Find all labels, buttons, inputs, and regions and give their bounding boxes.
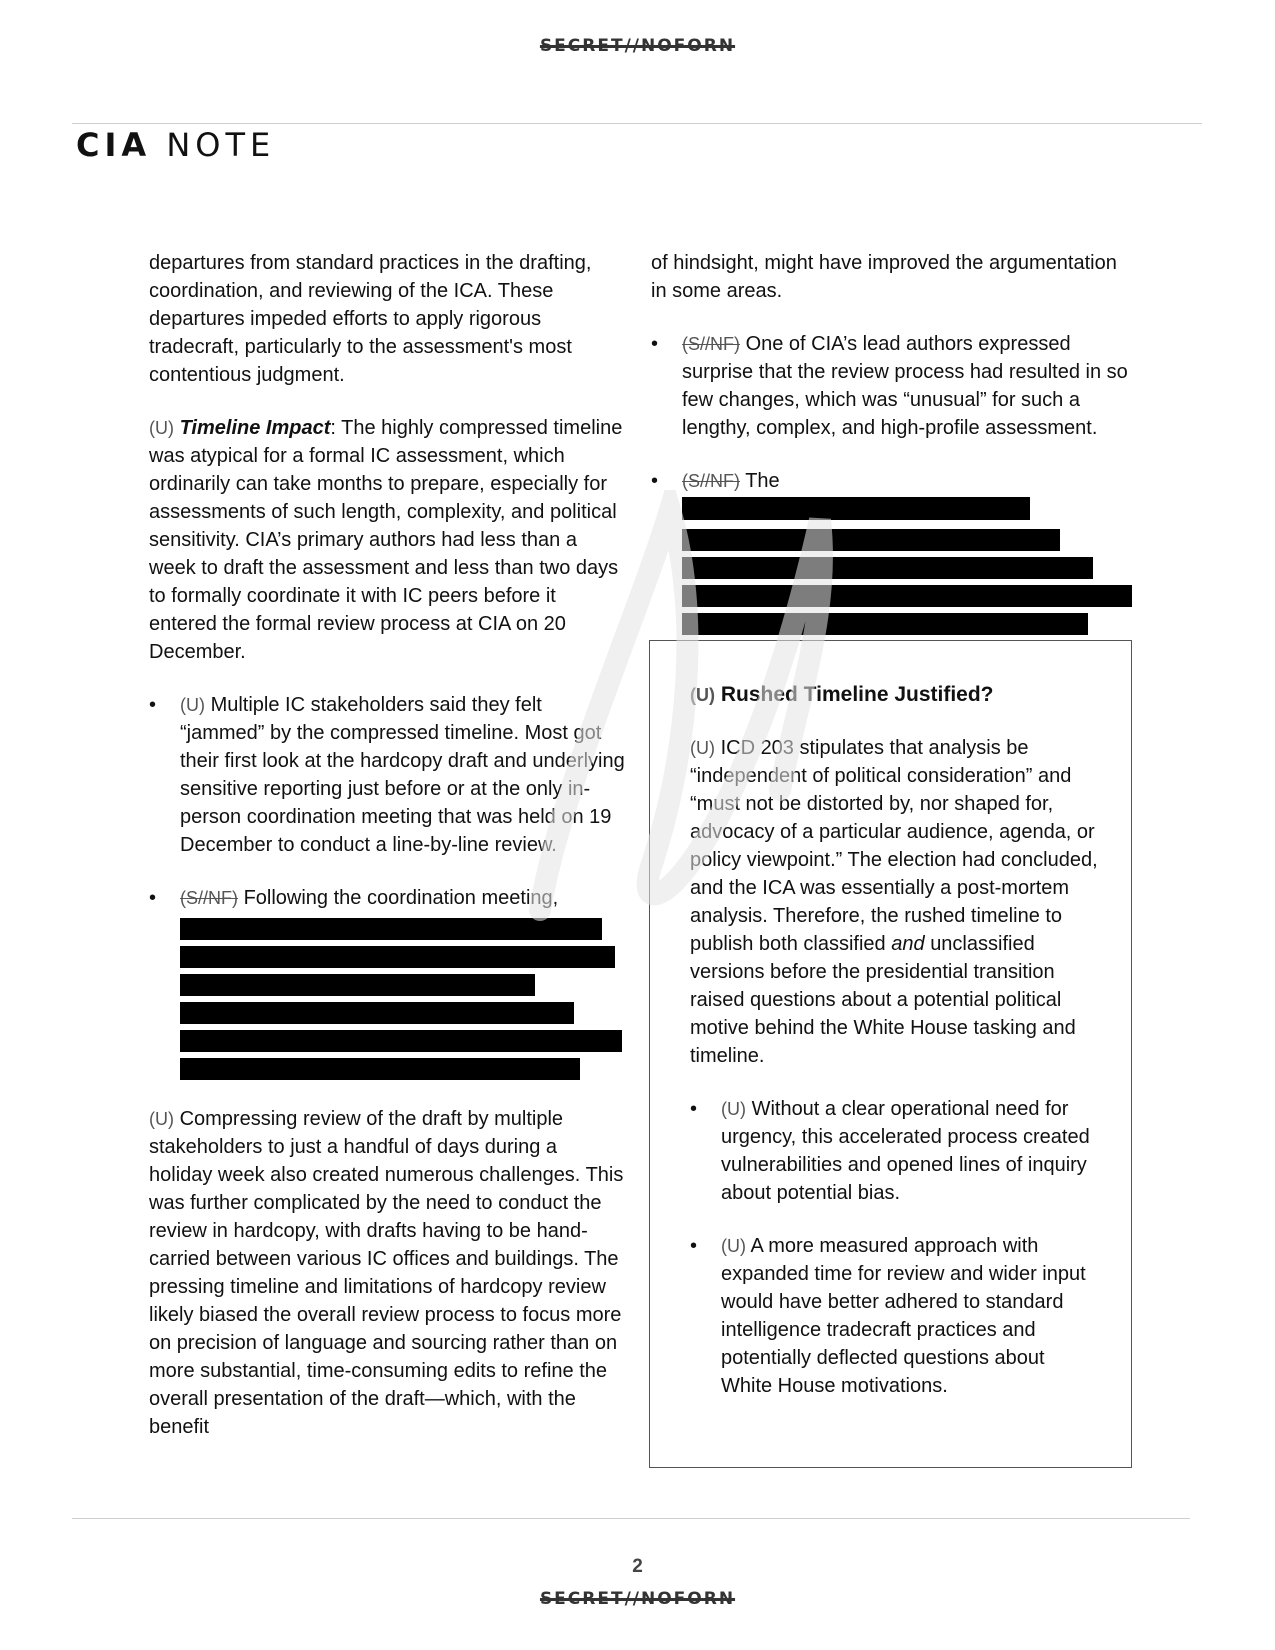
list-item xyxy=(149,884,625,1080)
header-rule xyxy=(72,123,1202,124)
masthead-org: CIA xyxy=(76,126,152,164)
redaction-bar xyxy=(180,1058,580,1080)
left-column xyxy=(149,249,625,1466)
bullet-list xyxy=(690,1095,1100,1400)
bullet-text: One of CIA’s lead authors expressed surprise that the review process had resulted in so few changes, which was “unusual” for such a lengthy, complex, and high-profile assessment. xyxy=(682,333,1128,439)
paragraph-body: ICD 203 stipulates that analysis be “independent of political consideration” and “must not be distorted by, nor shaped for, advocacy of a particular audience, agenda, or policy viewpoint.” The election had concluded, and the ICA was essentially a post-mortem analysis. Therefore, the rushed timeline to publish both classified xyxy=(690,737,1098,955)
portion-mark: (S//NF) xyxy=(180,888,238,908)
bullet-icon: • xyxy=(690,1098,698,1120)
classification-header: SECRET//NOFORN xyxy=(539,36,736,56)
list-item xyxy=(149,691,625,859)
redaction-bar xyxy=(180,946,615,968)
bullet-text: Without a clear operational need for urgency, this accelerated process created vulnerabilities and opened lines of inquiry about potential bias. xyxy=(721,1098,1090,1204)
bullet-icon: • xyxy=(690,1235,698,1257)
right-column xyxy=(651,249,1131,660)
footer-rule xyxy=(72,1518,1190,1519)
paragraph-body: : The highly compressed timeline was atypical for a formal IC assessment, which ordinarily can take months to prepare, especially for assessments of such length, complexity, and political sensitivity. CIA’s primary authors had less than a week to draft the assessment and less than two days to formally coordinate it with IC peers before it entered the formal review process at CIA on 20 December. xyxy=(149,417,623,663)
redaction-bar xyxy=(682,497,1030,520)
redaction-bar xyxy=(682,585,1132,607)
inline-heading: Timeline Impact xyxy=(179,417,331,439)
classification-footer: SECRET//NOFORN xyxy=(539,1589,736,1609)
portion-mark: (U) xyxy=(690,685,715,705)
emphasis: and xyxy=(891,933,925,955)
redaction-bar xyxy=(180,974,535,996)
portion-mark: (U) xyxy=(149,1109,174,1129)
paragraph-timeline-impact xyxy=(149,414,625,666)
list-item xyxy=(690,1095,1100,1207)
list-item xyxy=(690,1232,1100,1400)
bullet-list xyxy=(651,330,1131,635)
bullet-text: A more measured approach with expanded time for review and wider input would have better adhered to standard intelligence tradecraft practices and potentially deflected questions about White House motivations. xyxy=(721,1235,1086,1397)
list-item xyxy=(651,467,1131,635)
paragraph xyxy=(149,1105,625,1441)
paragraph-body: unclassified versions before the presidential transition raised questions about a potential political motive behind the White House tasking and timeline. xyxy=(690,933,1076,1067)
list-item xyxy=(651,330,1131,442)
redaction-bar xyxy=(682,529,1060,551)
bullet-list xyxy=(149,691,625,1080)
redaction-bar xyxy=(180,918,602,940)
redaction-bar xyxy=(682,613,1088,635)
redaction-bar xyxy=(682,557,1093,579)
sidebar-title xyxy=(690,681,1100,709)
paragraph: of hindsight, might have improved the argumentation in some areas. xyxy=(651,252,1117,302)
sidebar-title-text: Rushed Timeline Justified? xyxy=(720,683,994,706)
bullet-text: Multiple IC stakeholders said they felt “jammed” by the compressed timeline. Most got their first look at the hardcopy draft and underlying sensitive reporting just before or at the only in-person coordination meeting that was held on 19 December to conduct a line-by-line review. xyxy=(180,694,625,856)
paragraph: departures from standard practices in the drafting, coordination, and reviewing of the ICA. These departures impeded efforts to apply rigorous tradecraft, particularly to the assessment's most contentious judgment. xyxy=(149,252,592,386)
redaction-bar xyxy=(180,1030,622,1052)
portion-mark: (U) xyxy=(180,695,205,715)
portion-mark: (U) xyxy=(721,1236,746,1256)
bullet-text: Following the coordination meeting, xyxy=(243,887,559,909)
sidebar-box xyxy=(649,640,1132,1468)
sidebar-content xyxy=(690,681,1100,1425)
bullet-text: The xyxy=(745,470,780,492)
paragraph-body: Compressing review of the draft by multiple stakeholders to just a handful of days during a holiday week also created numerous challenges. This was further complicated by the need to conduct the review in hardcopy, with drafts having to be hand-carried between various IC offices and buildings. The pressing timeline and limitations of hardcopy review likely biased the overall review process to focus more on precision of language and sourcing rather than on more substantial, time-consuming edits to refine the overall presentation of the draft—which, with the benefit xyxy=(149,1108,624,1438)
portion-mark: (S//NF) xyxy=(682,471,740,491)
bullet-icon: • xyxy=(149,694,157,716)
masthead-type: NOTE xyxy=(166,126,276,164)
bullet-icon: • xyxy=(651,470,659,492)
masthead xyxy=(76,126,275,164)
portion-mark: (U) xyxy=(149,418,174,438)
redaction-bar xyxy=(180,1002,574,1024)
page-number: 2 xyxy=(632,1556,643,1577)
portion-mark: (U) xyxy=(721,1099,746,1119)
portion-mark: (U) xyxy=(690,738,715,758)
sidebar-paragraph xyxy=(690,734,1100,1070)
bullet-icon: • xyxy=(149,887,157,909)
bullet-icon: • xyxy=(651,333,659,355)
portion-mark: (S//NF) xyxy=(682,334,740,354)
